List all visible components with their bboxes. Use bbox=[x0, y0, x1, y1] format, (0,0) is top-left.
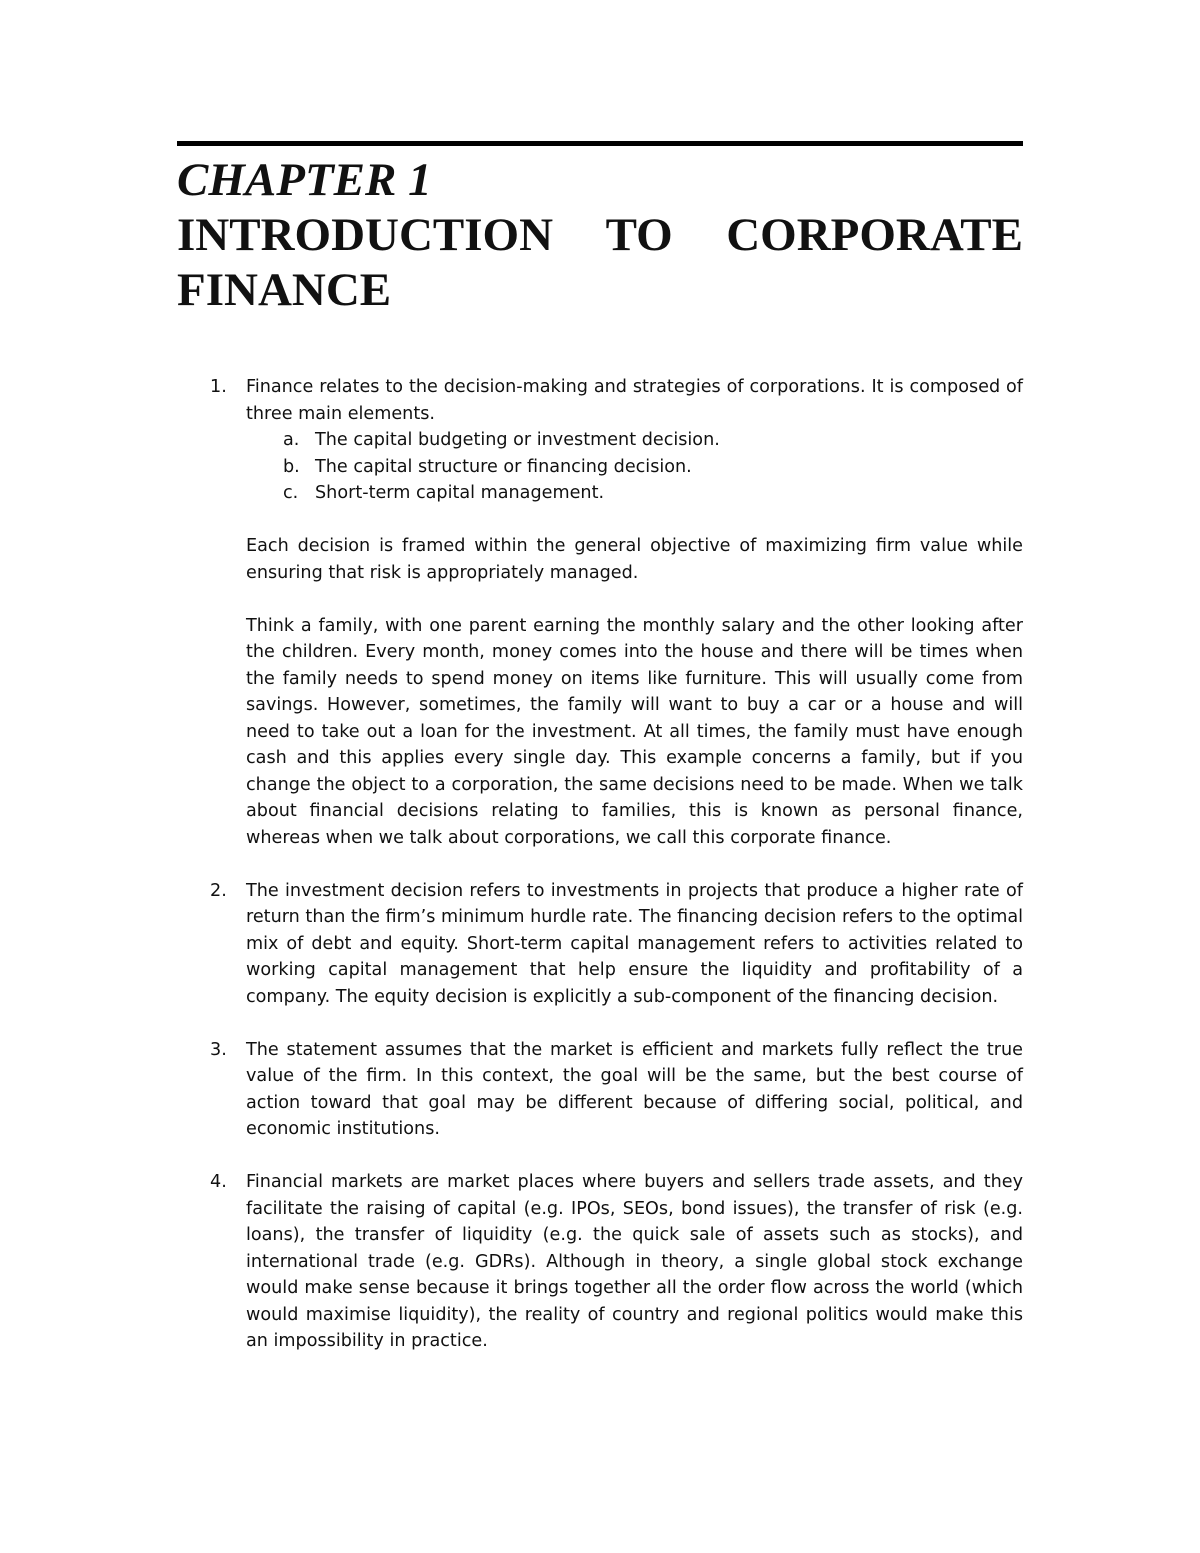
sub-item bbox=[246, 454, 1023, 481]
item-number: 3. bbox=[210, 1039, 227, 1060]
item-number: 4. bbox=[210, 1172, 227, 1192]
list-item bbox=[177, 374, 1023, 851]
item-paragraph: Each decision is framed within the general objective of maximizing firm value while ensuring that risk is appropriately managed. bbox=[246, 536, 1023, 583]
item-paragraph: The investment decision refers to investments in projects that produce a higher rate of return than the firm’s minimum hurdle rate. The financing decision refers to the optimal mix of debt and equity. Short-term capital management refers to activities related to working capital management that help ensure the liquidity and profitability of a company. The equity decision is explicitly a sub-component of the financing decision. bbox=[246, 880, 1023, 1007]
sub-item-letter: c. bbox=[283, 483, 299, 503]
header-rule bbox=[177, 141, 1023, 146]
sub-item-letter: b. bbox=[283, 456, 300, 477]
list-item bbox=[177, 878, 1023, 1011]
item-paragraph: The statement assumes that the market is efficient and markets fully reflect the true value of the firm. In this context, the goal will be the same, but the best course of action toward that goal may be different because of differing social, political, and economic institutions. bbox=[246, 1039, 1023, 1139]
sub-item-text: The capital structure or financing decision. bbox=[315, 456, 692, 477]
item-number: 1. bbox=[210, 377, 227, 397]
sub-item-text: Short-term capital management. bbox=[315, 483, 605, 503]
numbered-list bbox=[177, 374, 1023, 1355]
item-number: 2. bbox=[210, 880, 227, 901]
sub-item-letter: a. bbox=[283, 430, 300, 450]
sub-item bbox=[246, 427, 1023, 454]
sub-item-text: The capital budgeting or investment decision. bbox=[315, 430, 720, 450]
sub-item bbox=[246, 480, 1023, 507]
chapter-label: CHAPTER 1 bbox=[177, 154, 432, 206]
chapter-title: INTRODUCTION TO CORPORATE FINANCE bbox=[177, 209, 1023, 316]
list-item bbox=[177, 1037, 1023, 1143]
item-paragraph: Think a family, with one parent earning the monthly salary and the other looking after the children. Every month, money comes into the house and there will be times when the family needs to spend money on items like furniture. This will usually come from savings. However, sometimes, the family will want to buy a car or a house and will need to take out a loan for the investment. At all times, the family must have enough cash and this applies every single day. This example concerns a family, but if you change the object to a corporation, the same decisions need to be made. When we talk about financial decisions relating to families, this is known as personal finance, whereas when we talk about corporations, we call this corporate finance. bbox=[246, 615, 1023, 848]
item-paragraph: Finance relates to the decision-making and strategies of corporations. It is composed of three main elements. bbox=[246, 377, 1023, 424]
list-item bbox=[177, 1169, 1023, 1355]
sub-list bbox=[246, 427, 1023, 507]
item-paragraph: Financial markets are market places where buyers and sellers trade assets, and they facilitate the raising of capital (e.g. IPOs, SEOs, bond issues), the transfer of risk (e.g. loans), the transfer of liquidity (e.g. the quick sale of assets such as stocks), and international trade (e.g. GDRs). Although in theory, a single global stock exchange would make sense because it brings together all the order flow across the world (which would maximise liquidity), the reality of country and regional politics would make this an impossibility in practice. bbox=[246, 1172, 1023, 1351]
